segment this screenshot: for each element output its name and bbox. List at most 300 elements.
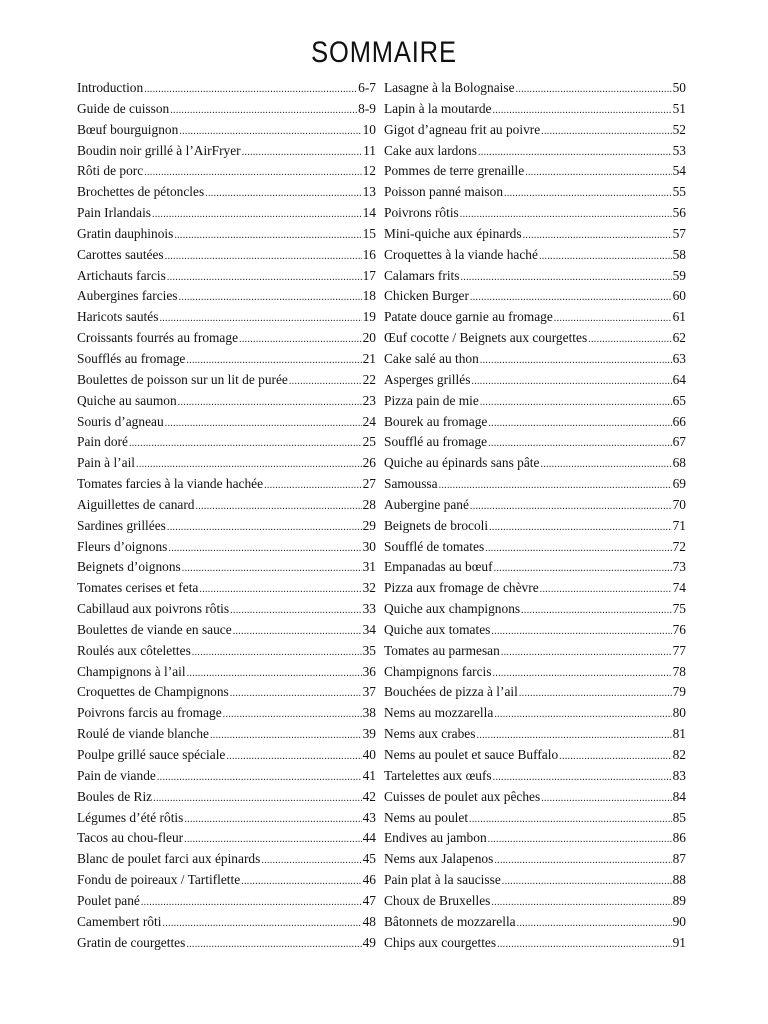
toc-entry bbox=[77, 349, 376, 370]
toc-entry-title: Nems au mozzarella bbox=[384, 705, 494, 721]
toc-leader-dots bbox=[184, 830, 361, 851]
toc-entry-page: 64 bbox=[672, 371, 686, 387]
toc-entry-page: 43 bbox=[362, 809, 376, 825]
toc-entry-page: 74 bbox=[672, 580, 686, 596]
toc-entry-page: 10 bbox=[362, 121, 376, 137]
toc-entry bbox=[384, 933, 686, 954]
toc-entry-title: Choux de Bruxelles bbox=[384, 892, 491, 908]
toc-entry bbox=[77, 120, 376, 141]
toc-entry-title: Poulet pané bbox=[77, 892, 140, 908]
toc-entry bbox=[384, 307, 686, 328]
toc-entry-title: Aiguillettes de canard bbox=[77, 496, 195, 512]
toc-entry bbox=[77, 912, 376, 933]
toc-leader-dots bbox=[152, 205, 362, 226]
toc-entry bbox=[77, 182, 376, 203]
toc-entry-title: Camembert rôti bbox=[77, 913, 162, 929]
toc-entry-title: Pain plat à la saucisse bbox=[384, 872, 501, 888]
toc-entry bbox=[384, 224, 686, 245]
toc-leader-dots bbox=[233, 622, 362, 643]
toc-leader-dots bbox=[504, 184, 672, 205]
toc-entry-page: 45 bbox=[362, 851, 376, 867]
toc-entry bbox=[77, 662, 376, 683]
toc-entry bbox=[384, 599, 686, 620]
toc-entry-title: Chips aux courgettes bbox=[384, 934, 497, 950]
toc-entry-page: 33 bbox=[362, 601, 376, 617]
toc-entry-title: Nems au poulet bbox=[384, 809, 469, 825]
toc-entry-page: 79 bbox=[672, 684, 686, 700]
toc-entry-page: 61 bbox=[672, 309, 686, 325]
toc-leader-dots bbox=[182, 559, 362, 580]
toc-entry-page: 15 bbox=[362, 225, 376, 241]
toc-entry-title: Gratin de courgettes bbox=[77, 934, 186, 950]
toc-entry-title: Pain Irlandais bbox=[77, 205, 152, 221]
toc-entry-page: 89 bbox=[672, 892, 686, 908]
toc-entry-title: Croquettes de Champignons bbox=[77, 684, 229, 700]
toc-entry-page: 90 bbox=[672, 913, 686, 929]
toc-entry-page: 81 bbox=[672, 726, 686, 742]
toc-leader-dots bbox=[144, 80, 357, 101]
toc-leader-dots bbox=[168, 539, 361, 560]
toc-leader-dots bbox=[492, 664, 671, 685]
toc-entry-title: Gratin dauphinois bbox=[77, 225, 174, 241]
page-title: SOMMAIRE bbox=[311, 36, 457, 69]
toc-entry-page: 42 bbox=[362, 788, 376, 804]
toc-entry-title: Lapin à la moutarde bbox=[384, 100, 492, 116]
toc-entry-page: 75 bbox=[672, 601, 686, 617]
toc-entry-title: Nems au poulet et sauce Buffalo bbox=[384, 747, 559, 762]
toc-entry-title: Quiche aux tomates bbox=[384, 621, 491, 637]
toc-entry-title: Boudin noir grillé à l’AirFryer bbox=[77, 142, 241, 158]
toc-entry-page: 34 bbox=[362, 621, 376, 637]
toc-entry bbox=[77, 766, 376, 787]
toc-entry-title: Champignons à l’ail bbox=[77, 663, 186, 679]
toc-leader-dots bbox=[230, 684, 362, 705]
toc-entry-page: 76 bbox=[672, 621, 686, 637]
toc-entry bbox=[384, 203, 686, 224]
toc-leader-dots bbox=[461, 268, 672, 289]
toc-entry bbox=[384, 182, 686, 203]
toc-entry bbox=[384, 787, 686, 808]
toc-leader-dots bbox=[517, 914, 672, 935]
toc-entry bbox=[384, 286, 686, 307]
toc-entry bbox=[384, 412, 686, 433]
toc-entry-title: Artichauts farcis bbox=[77, 267, 166, 283]
toc-entry-title: Bâtonnets de mozzarella bbox=[384, 913, 516, 929]
toc-entry-page: 91 bbox=[672, 934, 686, 950]
toc-entry bbox=[384, 266, 686, 287]
toc-entry bbox=[384, 724, 686, 745]
toc-entry bbox=[77, 828, 376, 849]
toc-entry bbox=[77, 682, 376, 703]
toc-entry-title: Tartelettes aux œufs bbox=[384, 767, 492, 783]
toc-entry-page: 20 bbox=[362, 330, 376, 346]
toc-leader-dots bbox=[230, 601, 361, 622]
toc-entry-title: Brochettes de pétoncles bbox=[77, 184, 205, 200]
toc-leader-dots bbox=[199, 580, 361, 601]
toc-leader-dots bbox=[494, 851, 671, 872]
toc-entry bbox=[77, 891, 376, 912]
toc-leader-dots bbox=[186, 351, 361, 372]
toc-leader-dots bbox=[494, 705, 671, 726]
toc-left-column bbox=[77, 78, 376, 953]
toc-entry-page: 13 bbox=[362, 184, 376, 200]
toc-entry-page: 49 bbox=[362, 934, 376, 950]
toc-entry-page: 72 bbox=[672, 538, 686, 554]
toc-leader-dots bbox=[480, 393, 672, 414]
toc-entry bbox=[384, 516, 686, 537]
toc-entry bbox=[77, 620, 376, 641]
toc-right-column bbox=[384, 78, 686, 953]
toc-entry bbox=[77, 724, 376, 745]
toc-entry-title: Cabillaud aux poivrons rôtis bbox=[77, 601, 230, 617]
toc-leader-dots bbox=[186, 935, 361, 956]
toc-entry-page: 47 bbox=[362, 892, 376, 908]
toc-entry-page: 32 bbox=[362, 580, 376, 596]
toc-entry-page: 51 bbox=[672, 100, 686, 116]
toc-leader-dots bbox=[502, 872, 672, 893]
toc-entry-title: Nems aux crabes bbox=[384, 726, 476, 742]
toc-leader-dots bbox=[153, 789, 361, 810]
toc-entry bbox=[77, 328, 376, 349]
toc-entry-title: Cake aux lardons bbox=[384, 142, 477, 158]
toc-entry-page: 59 bbox=[672, 267, 686, 283]
toc-leader-dots bbox=[184, 810, 361, 831]
toc-entry bbox=[77, 203, 376, 224]
toc-entry-title: Introduction bbox=[77, 80, 144, 95]
toc-entry bbox=[77, 703, 376, 724]
toc-entry bbox=[77, 78, 376, 99]
toc-entry-page: 30 bbox=[362, 538, 376, 554]
toc-entry-page: 50 bbox=[672, 80, 686, 95]
toc-entry bbox=[77, 141, 376, 162]
toc-entry-title: Tomates cerises et feta bbox=[77, 580, 199, 596]
toc-entry bbox=[384, 78, 686, 99]
toc-leader-dots bbox=[492, 101, 671, 122]
toc-entry-page: 70 bbox=[672, 496, 686, 512]
toc-entry-page: 73 bbox=[672, 559, 686, 575]
toc-entry bbox=[77, 307, 376, 328]
toc-leader-dots bbox=[174, 226, 361, 247]
toc-entry bbox=[384, 641, 686, 662]
toc-leader-dots bbox=[588, 330, 671, 351]
toc-leader-dots bbox=[525, 163, 671, 184]
toc-entry bbox=[77, 933, 376, 954]
toc-entry-title: Roulé de viande blanche bbox=[77, 726, 209, 742]
toc-entry-page: 25 bbox=[362, 434, 376, 450]
toc-entry-title: Patate douce garnie au fromage bbox=[384, 309, 553, 325]
toc-entry-title: Nems aux Jalapenos bbox=[384, 851, 494, 867]
toc-entry bbox=[384, 391, 686, 412]
toc-leader-dots bbox=[264, 476, 362, 497]
toc-entry-title: Pain de viande bbox=[77, 767, 156, 783]
toc-leader-dots bbox=[129, 434, 362, 455]
toc-entry bbox=[384, 495, 686, 516]
toc-leader-dots bbox=[491, 622, 671, 643]
toc-entry bbox=[384, 245, 686, 266]
toc-leader-dots bbox=[242, 143, 362, 164]
toc-leader-dots bbox=[478, 143, 672, 164]
toc-entry-page: 22 bbox=[362, 371, 376, 387]
toc-entry bbox=[77, 224, 376, 245]
toc-entry-page: 8-9 bbox=[358, 100, 376, 116]
toc-entry-page: 52 bbox=[672, 121, 686, 137]
toc-entry-title: Endives au jambon bbox=[384, 830, 487, 846]
toc-entry-title: Calamars frits bbox=[384, 267, 460, 283]
toc-entry-page: 16 bbox=[362, 246, 376, 262]
toc-entry bbox=[77, 641, 376, 662]
toc-leader-dots bbox=[179, 122, 361, 143]
toc-entry-title: Champignons farcis bbox=[384, 663, 492, 679]
toc-entry-title: Soufflé de tomates bbox=[384, 538, 485, 554]
toc-entry bbox=[77, 808, 376, 829]
toc-leader-dots bbox=[469, 810, 672, 831]
toc-entry bbox=[384, 891, 686, 912]
toc-leader-dots bbox=[179, 288, 362, 309]
toc-leader-dots bbox=[162, 914, 361, 935]
toc-entry-page: 58 bbox=[672, 246, 686, 262]
toc-leader-dots bbox=[541, 789, 671, 810]
toc-entry-page: 87 bbox=[672, 851, 686, 867]
toc-entry-page: 77 bbox=[672, 642, 686, 658]
toc-leader-dots bbox=[241, 872, 361, 893]
toc-leader-dots bbox=[226, 747, 361, 768]
toc-leader-dots bbox=[488, 414, 671, 435]
toc-entry-title: Poivrons rôtis bbox=[384, 205, 459, 221]
toc-entry-page: 12 bbox=[362, 163, 376, 179]
toc-leader-dots bbox=[488, 830, 672, 851]
toc-leader-dots bbox=[494, 559, 672, 580]
toc-entry-page: 86 bbox=[672, 830, 686, 846]
toc-entry bbox=[77, 495, 376, 516]
toc-leader-dots bbox=[159, 309, 361, 330]
toc-leader-dots bbox=[439, 476, 672, 497]
toc-entry bbox=[77, 474, 376, 495]
toc-entry-page: 21 bbox=[362, 350, 376, 366]
toc-entry-title: Cake salé au thon bbox=[384, 350, 479, 366]
toc-entry-title: Samoussa bbox=[384, 476, 438, 492]
toc-entry-page: 37 bbox=[362, 684, 376, 700]
toc-entry-page: 44 bbox=[362, 830, 376, 846]
toc-entry-page: 41 bbox=[362, 767, 376, 783]
toc-entry-title: Pizza aux fromage de chèvre bbox=[384, 580, 539, 596]
toc-entry bbox=[77, 453, 376, 474]
toc-entry-title: Guide de cuisson bbox=[77, 100, 170, 116]
toc-leader-dots bbox=[261, 851, 361, 872]
toc-entry-page: 28 bbox=[362, 496, 376, 512]
toc-entry bbox=[77, 391, 376, 412]
toc-leader-dots bbox=[165, 414, 362, 435]
toc-entry bbox=[384, 474, 686, 495]
toc-entry bbox=[384, 328, 686, 349]
toc-entry bbox=[384, 870, 686, 891]
toc-entry-title: Boulettes de poisson sur un lit de purée bbox=[77, 371, 288, 387]
toc-entry-title: Rôti de porc bbox=[77, 163, 144, 179]
toc-leader-dots bbox=[516, 80, 672, 101]
toc-entry-title: Bourek au fromage bbox=[384, 413, 488, 429]
toc-entry-title: Asperges grillés bbox=[384, 371, 471, 387]
toc-entry-page: 6-7 bbox=[358, 80, 376, 95]
toc-entry bbox=[384, 578, 686, 599]
toc-entry-page: 83 bbox=[672, 767, 686, 783]
toc-entry bbox=[384, 370, 686, 391]
toc-entry bbox=[384, 537, 686, 558]
toc-leader-dots bbox=[519, 684, 672, 705]
toc-leader-dots bbox=[485, 539, 671, 560]
toc-entry-page: 69 bbox=[672, 476, 686, 492]
toc-leader-dots bbox=[136, 455, 362, 476]
toc-entry-title: Haricots sautés bbox=[77, 309, 159, 325]
toc-entry bbox=[77, 849, 376, 870]
toc-entry bbox=[77, 266, 376, 287]
toc-entry-title: Bouchées de pizza à l’ail bbox=[384, 684, 518, 700]
toc-entry-title: Blanc de poulet farci aux épinards bbox=[77, 851, 261, 867]
toc-entry bbox=[384, 682, 686, 703]
toc-entry bbox=[77, 161, 376, 182]
toc-entry-title: Pommes de terre grenaille bbox=[384, 163, 525, 179]
toc-leader-dots bbox=[205, 184, 361, 205]
toc-entry-title: Tomates farcies à la viande hachée bbox=[77, 476, 264, 492]
toc-entry bbox=[384, 161, 686, 182]
toc-entry-title: Pain doré bbox=[77, 434, 128, 450]
toc-leader-dots bbox=[460, 205, 672, 226]
toc-leader-dots bbox=[178, 393, 362, 414]
toc-leader-dots bbox=[489, 518, 671, 539]
toc-entry-title: Roulés aux côtelettes bbox=[77, 642, 191, 658]
toc-entry bbox=[384, 432, 686, 453]
toc-entry-page: 46 bbox=[362, 872, 376, 888]
toc-entry-page: 54 bbox=[672, 163, 686, 179]
toc-leader-dots bbox=[523, 226, 672, 247]
toc-leader-dots bbox=[223, 705, 362, 726]
toc-entry bbox=[384, 141, 686, 162]
toc-entry bbox=[77, 412, 376, 433]
toc-entry-title: Beignets de brocoli bbox=[384, 517, 489, 533]
toc-leader-dots bbox=[167, 268, 362, 289]
toc-entry-title: Tomates au parmesan bbox=[384, 642, 500, 658]
toc-entry-title: Aubergine pané bbox=[384, 496, 469, 512]
toc-leader-dots bbox=[491, 893, 671, 914]
toc-entry-page: 19 bbox=[362, 309, 376, 325]
toc-entry bbox=[77, 537, 376, 558]
toc-entry bbox=[77, 578, 376, 599]
toc-leader-dots bbox=[210, 726, 362, 747]
toc-entry-title: Croissants fourrés au fromage bbox=[77, 330, 239, 346]
toc-leader-dots bbox=[470, 288, 672, 309]
toc-leader-dots bbox=[497, 935, 672, 956]
toc-entry-title: Lasagne à la Bolognaise bbox=[384, 80, 515, 95]
toc-entry-title: Poulpe grillé sauce spéciale bbox=[77, 747, 226, 762]
toc-entry-page: 65 bbox=[672, 392, 686, 408]
toc-entry bbox=[77, 516, 376, 537]
toc-leader-dots bbox=[540, 580, 672, 601]
toc-entry-title: Quiche au saumon bbox=[77, 392, 177, 408]
toc-entry-page: 80 bbox=[672, 705, 686, 721]
toc-leader-dots bbox=[540, 455, 671, 476]
toc-entry bbox=[77, 245, 376, 266]
toc-entry bbox=[384, 808, 686, 829]
toc-entry bbox=[77, 557, 376, 578]
toc-entry bbox=[77, 870, 376, 891]
toc-entry-title: Carottes sautées bbox=[77, 246, 164, 262]
toc-leader-dots bbox=[470, 497, 672, 518]
toc-entry-title: Pizza pain de mie bbox=[384, 392, 479, 408]
toc-entry-title: Fondu de poireaux / Tartiflette bbox=[77, 872, 241, 888]
toc-entry bbox=[77, 432, 376, 453]
toc-entry bbox=[77, 787, 376, 808]
toc-entry-title: Boules de Riz bbox=[77, 788, 153, 804]
toc-leader-dots bbox=[144, 163, 361, 184]
toc-entry-title: Beignets d’oignons bbox=[77, 559, 181, 575]
toc-entry-title: Gigot d’agneau frit au poivre bbox=[384, 121, 541, 137]
toc-entry-title: Œuf cocotte / Beignets aux courgettes bbox=[384, 330, 588, 346]
toc-leader-dots bbox=[289, 372, 362, 393]
toc-entry-page: 66 bbox=[672, 413, 686, 429]
toc-entry-page: 78 bbox=[672, 663, 686, 679]
toc-leader-dots bbox=[187, 664, 362, 685]
toc-entry-page: 84 bbox=[672, 788, 686, 804]
toc-entry-title: Sardines grillées bbox=[77, 517, 166, 533]
toc-leader-dots bbox=[471, 372, 671, 393]
toc-leader-dots bbox=[165, 247, 362, 268]
toc-entry-page: 85 bbox=[672, 809, 686, 825]
toc-leader-dots bbox=[476, 726, 671, 747]
toc-entry bbox=[77, 745, 376, 766]
toc-entry-page: 36 bbox=[362, 663, 376, 679]
toc-entry-page: 68 bbox=[672, 455, 686, 471]
toc-entry-page: 82 bbox=[672, 747, 686, 762]
toc-entry-title: Empanadas au bœuf bbox=[384, 559, 493, 575]
toc-entry-title: Pain à l’ail bbox=[77, 455, 136, 471]
toc-entry bbox=[77, 286, 376, 307]
toc-entry-page: 18 bbox=[362, 288, 376, 304]
toc-leader-dots bbox=[521, 601, 672, 622]
toc-entry bbox=[384, 349, 686, 370]
toc-entry-title: Quiche au épinards sans pâte bbox=[384, 455, 540, 471]
toc-leader-dots bbox=[196, 497, 362, 518]
toc-entry-title: Soufflé au fromage bbox=[384, 434, 488, 450]
toc-leader-dots bbox=[480, 351, 672, 372]
toc-leader-dots bbox=[559, 747, 671, 768]
toc-entry-title: Quiche aux champignons bbox=[384, 601, 521, 617]
toc-entry bbox=[384, 849, 686, 870]
toc-leader-dots bbox=[541, 122, 671, 143]
toc-entry-title: Cuisses de poulet aux pêches bbox=[384, 788, 541, 804]
toc-entry-title: Fleurs d’oignons bbox=[77, 538, 168, 554]
toc-entry-page: 60 bbox=[672, 288, 686, 304]
toc-entry-title: Tacos au chou-fleur bbox=[77, 830, 184, 846]
toc-entry-title: Soufflés au fromage bbox=[77, 350, 186, 366]
toc-leader-dots bbox=[539, 247, 672, 268]
toc-entry bbox=[77, 370, 376, 391]
toc-entry-page: 57 bbox=[672, 225, 686, 241]
toc-entry-title: Souris d’agneau bbox=[77, 413, 164, 429]
toc-entry-title: Mini-quiche aux épinards bbox=[384, 225, 522, 241]
toc-entry bbox=[384, 662, 686, 683]
toc-leader-dots bbox=[493, 768, 672, 789]
toc-leader-dots bbox=[501, 643, 672, 664]
toc-entry-page: 53 bbox=[672, 142, 686, 158]
toc-entry-title: Croquettes à la viande haché bbox=[384, 246, 538, 262]
toc-entry bbox=[77, 599, 376, 620]
toc-entry-page: 27 bbox=[362, 476, 376, 492]
toc-entry-page: 17 bbox=[362, 267, 376, 283]
toc-entry-title: Aubergines farcies bbox=[77, 288, 178, 304]
toc-entry-title: Légumes d’été rôtis bbox=[77, 809, 184, 825]
toc-entry-title: Boulettes de viande en sauce bbox=[77, 621, 232, 637]
toc-entry bbox=[384, 620, 686, 641]
toc-entry-page: 40 bbox=[362, 747, 376, 762]
toc-entry-page: 55 bbox=[672, 184, 686, 200]
